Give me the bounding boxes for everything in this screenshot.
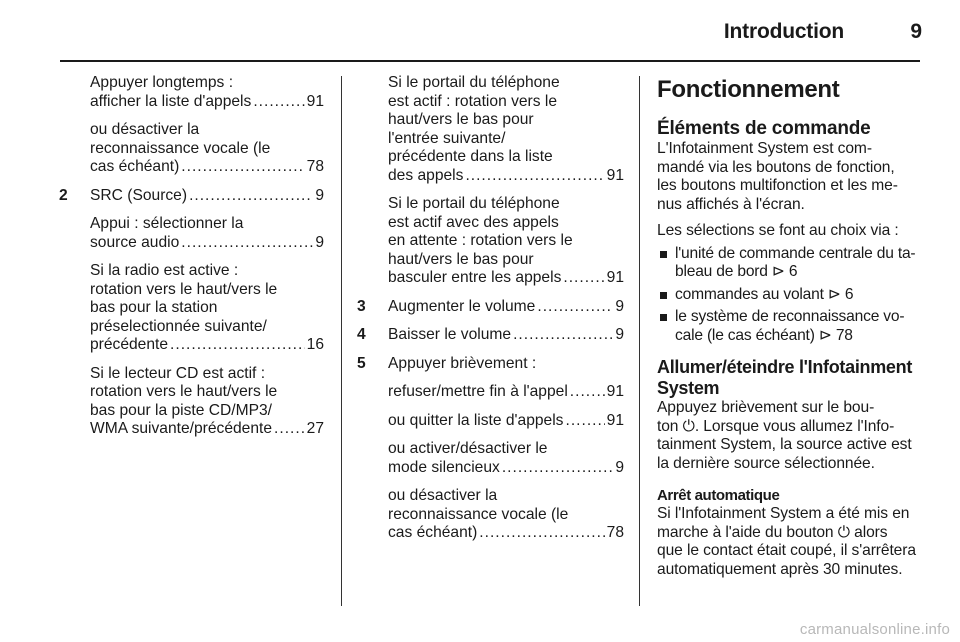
numbered-entry bbox=[358, 298, 624, 317]
dot-leader bbox=[537, 298, 613, 317]
dot-leader bbox=[565, 412, 604, 431]
block-body bbox=[358, 440, 624, 477]
text-block bbox=[60, 121, 324, 177]
bullet-item: le système de reconnaissance vo- cale (le cas échéant) ⊳ 78 bbox=[657, 308, 923, 345]
toc-text: cas échéant) bbox=[388, 524, 478, 541]
page-reference: 78 bbox=[606, 524, 624, 541]
numbered-entry bbox=[60, 187, 324, 206]
dot-leader bbox=[274, 420, 305, 439]
header-divider bbox=[60, 60, 920, 62]
page-reference: 91 bbox=[606, 269, 624, 286]
page-reference: 9 bbox=[315, 233, 324, 251]
dot-leader bbox=[465, 167, 604, 186]
toc-line bbox=[388, 167, 624, 186]
dot-leader bbox=[253, 93, 304, 112]
toc-line bbox=[388, 383, 624, 402]
page-reference: 91 bbox=[606, 411, 624, 429]
block-body bbox=[358, 412, 624, 431]
dot-leader bbox=[170, 336, 305, 355]
dot-leader bbox=[181, 158, 304, 177]
toc-text: ou quitter la liste d'appels bbox=[388, 411, 564, 429]
toc-line bbox=[90, 420, 324, 439]
block-body bbox=[358, 487, 624, 543]
numbered-entry bbox=[358, 326, 624, 345]
block-text: Si le lecteur CD est actif : rotation vers le haut/vers le bas pour la piste CD/MP3/ bbox=[90, 364, 278, 419]
page-reference: 9 bbox=[615, 326, 624, 343]
page-reference: 16 bbox=[306, 336, 324, 353]
page-title: Introduction bbox=[723, 20, 844, 43]
column-3 bbox=[657, 74, 923, 587]
toc-text: mode silencieux bbox=[388, 458, 500, 476]
block-text: ou désactiver la reconnaissance vocale (le bbox=[388, 487, 569, 523]
toc-line bbox=[90, 336, 324, 355]
toc-line bbox=[388, 298, 624, 317]
block-body bbox=[60, 262, 324, 355]
text-block bbox=[60, 215, 324, 252]
toc-line bbox=[90, 158, 324, 177]
paragraph-auto-off: Si l'Infotainment System a été mis en marche à l'aide du bouton ⏻ alors que le contact était coupé, il s'arrêtera automatiquement après 30 minutes. bbox=[657, 505, 916, 578]
text-block bbox=[60, 365, 324, 439]
page-reference: 91 bbox=[606, 383, 624, 400]
entry-body bbox=[358, 355, 624, 374]
toc-text: refuser/mettre fin à l'appel bbox=[388, 383, 568, 400]
item-number: 3 bbox=[357, 297, 366, 315]
text-block bbox=[60, 74, 324, 111]
toc-line bbox=[90, 234, 324, 253]
paragraph-controls: L'Infotainment System est com- mandé via les boutons de fonction, les boutons multifonction et les me- nus affichés à l'écran. bbox=[657, 140, 898, 213]
block-body bbox=[60, 121, 324, 177]
toc-text: afficher la liste d'appels bbox=[90, 92, 252, 110]
entry-body bbox=[60, 187, 324, 206]
toc-text: WMA suivante/précédente bbox=[90, 420, 273, 437]
toc-line bbox=[388, 524, 624, 543]
entry-body bbox=[358, 298, 624, 317]
block-text: ou activer/désactiver le bbox=[388, 440, 548, 457]
block-text: Si le portail du téléphone est actif avec des appels en attente : rotation vers le haut/vers le bas pour bbox=[388, 195, 573, 268]
paragraph-power: Appuyez brièvement sur le bou- ton ⏻. Lorsque vous allumez l'Info- tainment System, la source active est la dernière source sélectionnée. bbox=[657, 399, 912, 472]
column-divider-1 bbox=[341, 76, 342, 606]
page-reference: 27 bbox=[306, 420, 324, 437]
text-block bbox=[60, 262, 324, 355]
page-header bbox=[0, 0, 960, 62]
page-reference: 9 bbox=[315, 186, 324, 204]
text-block bbox=[358, 440, 624, 477]
toc-line bbox=[90, 187, 324, 206]
toc-text: Augmenter le volume bbox=[388, 297, 536, 315]
block-body bbox=[60, 365, 324, 439]
bullet-item: commandes au volant ⊳ 6 bbox=[657, 286, 923, 305]
toc-text: Baisser le volume bbox=[388, 326, 512, 343]
block-body bbox=[358, 383, 624, 402]
toc-text: SRC (Source) bbox=[90, 186, 188, 204]
item-number: 2 bbox=[59, 186, 68, 204]
toc-line bbox=[90, 93, 324, 112]
toc-line bbox=[388, 269, 624, 288]
subsection-heading-power: Allumer/éteindre l'Infotainment System bbox=[657, 357, 913, 398]
page-reference: 91 bbox=[306, 92, 324, 110]
text-block bbox=[358, 195, 624, 288]
entry-text: Appuyer brièvement : bbox=[388, 354, 537, 372]
page-reference: 78 bbox=[306, 158, 324, 175]
section-heading: Fonctionnement bbox=[657, 76, 840, 103]
dot-leader bbox=[502, 459, 613, 478]
block-body bbox=[60, 215, 324, 252]
dot-leader bbox=[513, 326, 613, 345]
item-number: 5 bbox=[357, 354, 366, 372]
page-reference: 9 bbox=[615, 297, 624, 315]
page-number: 9 bbox=[910, 20, 922, 43]
text-block bbox=[358, 383, 624, 402]
block-text: Appui : sélectionner la bbox=[90, 215, 244, 232]
subsection-heading-controls: Éléments de commande bbox=[657, 118, 871, 139]
block-text: Si le portail du téléphone est actif : rotation vers le haut/vers le bas pour l'entrée suivante/ précédente dans la liste bbox=[388, 74, 560, 165]
bullet-item: l'unité de commande centrale du ta- bleau de bord ⊳ 6 bbox=[657, 245, 923, 282]
toc-text: source audio bbox=[90, 233, 180, 251]
dot-leader bbox=[570, 383, 605, 402]
toc-text: des appels bbox=[388, 166, 464, 184]
numbered-entry bbox=[358, 355, 624, 374]
toc-text: précédente bbox=[90, 336, 169, 353]
column-2 bbox=[358, 74, 624, 553]
block-text: ou désactiver la reconnaissance vocale (le bbox=[90, 121, 271, 157]
column-1 bbox=[60, 74, 324, 449]
block-body bbox=[358, 195, 624, 288]
watermark: carmanualsonline.info bbox=[799, 621, 950, 638]
text-block bbox=[358, 487, 624, 543]
dot-leader bbox=[563, 269, 604, 288]
toc-text: basculer entre les appels bbox=[388, 269, 562, 286]
toc-line bbox=[388, 412, 624, 431]
text-block bbox=[358, 412, 624, 431]
column-divider-2 bbox=[639, 76, 640, 606]
dot-leader bbox=[479, 524, 604, 543]
toc-line bbox=[388, 326, 624, 345]
entry-body bbox=[358, 326, 624, 345]
block-body bbox=[358, 74, 624, 185]
minor-heading-auto-off: Arrêt automatique bbox=[657, 487, 780, 504]
item-number: 4 bbox=[357, 326, 366, 343]
block-text: Appuyer longtemps : bbox=[90, 74, 234, 91]
toc-text: cas échéant) bbox=[90, 158, 180, 175]
paragraph-selection: Les sélections se font au choix via : bbox=[657, 222, 899, 239]
toc-line bbox=[388, 459, 624, 478]
dot-leader bbox=[189, 187, 313, 206]
block-text: Si la radio est active : rotation vers le haut/vers le bas pour la station préselectionnée suivante/ bbox=[90, 262, 278, 335]
text-block bbox=[358, 74, 624, 185]
dot-leader bbox=[181, 234, 313, 253]
page-reference: 9 bbox=[615, 458, 624, 476]
page-reference: 91 bbox=[606, 166, 624, 184]
block-body bbox=[60, 74, 324, 111]
